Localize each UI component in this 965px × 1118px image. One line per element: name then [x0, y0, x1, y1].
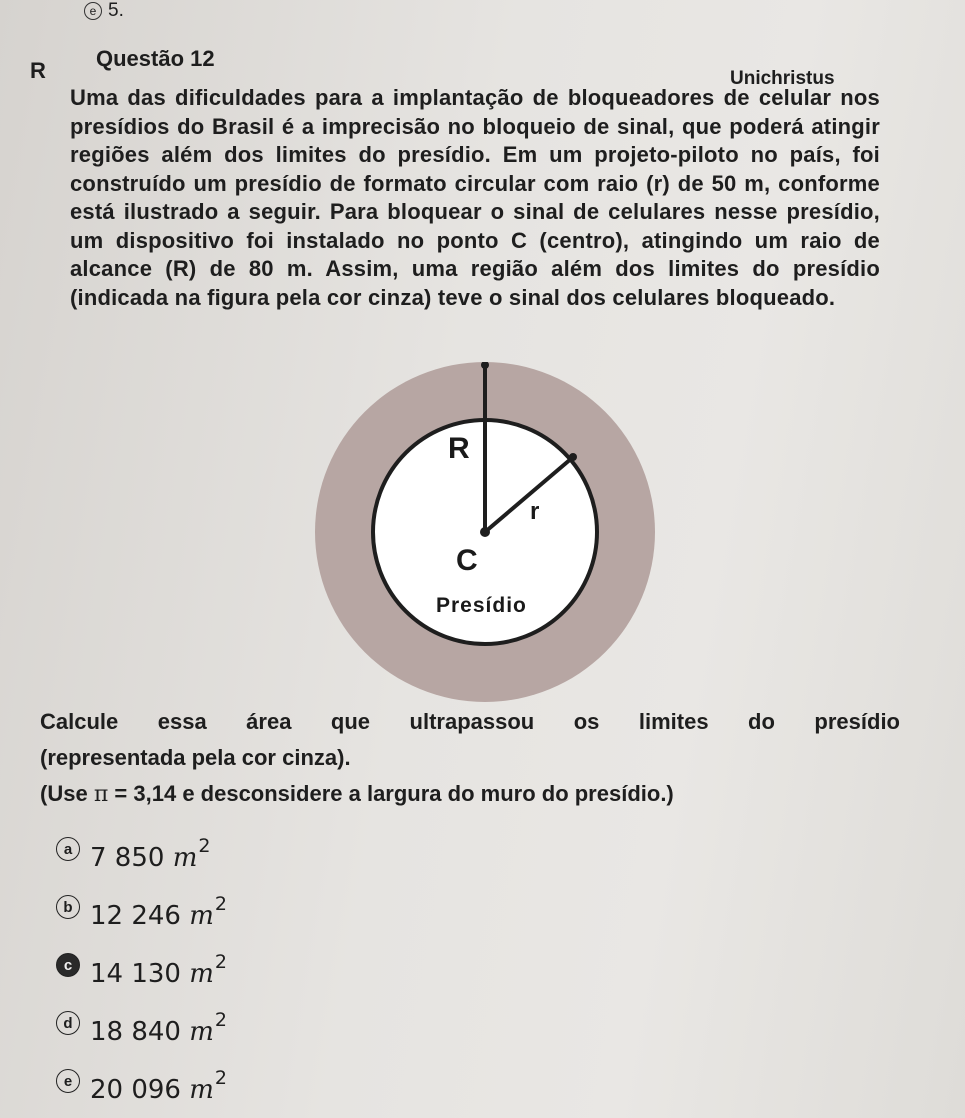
answer-options	[56, 820, 227, 1110]
option-b-unit: m	[189, 901, 214, 931]
figure-svg	[290, 362, 660, 702]
prompt-instruction: e desconsidere a largura do muro do presídio.)	[182, 781, 674, 806]
option-c-exponent: 2	[214, 951, 227, 973]
option-b-number: 12 246	[90, 901, 181, 931]
question-prompt	[40, 704, 900, 813]
option-d-unit: m	[189, 1017, 214, 1047]
previous-answer	[84, 0, 124, 22]
option-b-letter: b	[56, 895, 80, 919]
option-c-number: 14 130	[90, 959, 181, 989]
option-c-value	[90, 941, 227, 989]
previous-answer-letter: e	[84, 2, 102, 20]
option-a-exponent: 2	[198, 835, 211, 857]
option-b[interactable]	[56, 878, 227, 936]
pi-symbol: π	[93, 782, 109, 807]
option-e[interactable]	[56, 1052, 227, 1110]
label-presidio: Presídio	[436, 594, 527, 617]
option-a-unit: m	[172, 843, 198, 873]
prompt-line-2: (representada pela cor cinza).	[40, 745, 351, 770]
option-b-exponent: 2	[214, 893, 227, 915]
label-C: C	[456, 544, 478, 577]
option-a-number: 7 850	[90, 843, 165, 873]
option-c[interactable]	[56, 936, 227, 994]
option-a-letter: a	[56, 837, 80, 861]
question-title: Questão 12	[96, 46, 215, 71]
option-e-exponent: 2	[214, 1067, 227, 1089]
prompt-line-3	[40, 776, 900, 813]
option-e-letter: e	[56, 1069, 80, 1093]
radius-r-endpoint	[569, 453, 577, 461]
option-d-exponent: 2	[214, 1009, 227, 1031]
prompt-use: (Use	[40, 781, 88, 806]
question-source: Unichristus	[730, 68, 835, 89]
option-d-number: 18 840	[90, 1017, 181, 1047]
question-statement: Uma das dificuldades para a implantação de bloqueadores de celular nos presídios do Brasil é a imprecisão no bloqueio de sinal, que poderá atingir regiões além dos limites do presídio. Em um projeto-piloto no país, foi construído um presídio de formato circular com raio (r) de 50 m, conforme está ilustrado a seguir. Para bloquear o sinal de celulares nesse presídio, um dispositivo foi instalado no ponto C (centro), atingindo um raio de alcance (R) de 80 m. Assim, uma região além dos limites do presídio (indicada na figura pela cor cinza) teve o sinal dos celulares bloqueado.	[70, 85, 880, 310]
option-b-value	[90, 883, 227, 931]
previous-answer-text: 5.	[108, 0, 124, 21]
option-d-value	[90, 999, 227, 1047]
label-R: R	[448, 432, 470, 465]
option-e-value	[90, 1057, 227, 1105]
option-a-value	[90, 825, 210, 873]
option-c-letter: c	[56, 953, 80, 977]
prompt-line-1: Calcule essa área que ultrapassou os limites do presídio	[40, 709, 900, 734]
prison-figure	[290, 362, 660, 702]
margin-mark: R	[30, 58, 46, 83]
option-d-letter: d	[56, 1011, 80, 1035]
option-c-unit: m	[189, 959, 214, 989]
pi-value: = 3,14	[114, 781, 177, 806]
option-e-unit: m	[189, 1075, 214, 1105]
center-point	[480, 527, 490, 537]
option-e-number: 20 096	[90, 1075, 181, 1105]
option-d[interactable]	[56, 994, 227, 1052]
label-r: r	[530, 498, 540, 525]
option-a[interactable]	[56, 820, 227, 878]
